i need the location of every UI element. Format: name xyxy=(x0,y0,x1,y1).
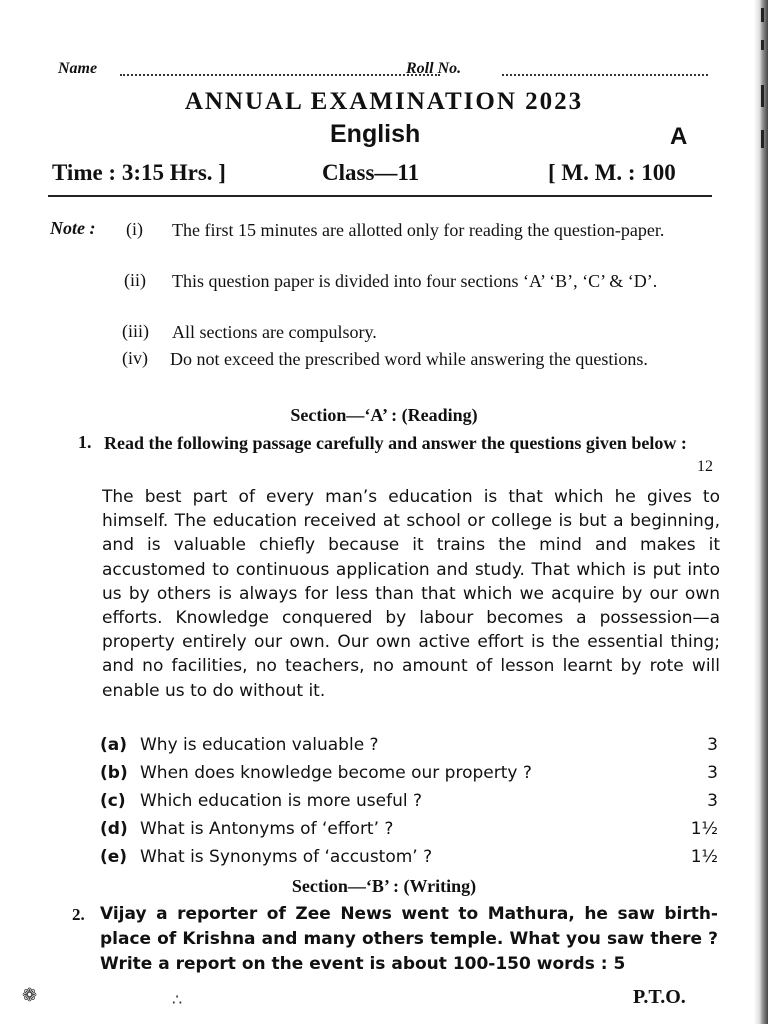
sub-question-text: What is Antonyms of ‘effort’ ? xyxy=(140,819,394,839)
question-number: 2. xyxy=(72,905,85,924)
roll-no-label: Roll No. xyxy=(406,60,462,77)
sub-question-marks: 3 xyxy=(707,791,718,811)
note-item-text: All sections are compulsory. xyxy=(172,322,377,342)
sub-question-marks: 3 xyxy=(707,735,718,755)
scan-mark: ❁ xyxy=(22,985,38,1005)
name-field[interactable] xyxy=(120,66,440,76)
sub-question-label: (b) xyxy=(100,763,128,783)
note-item-text: Do not exceed the prescribed word while answering the questions. xyxy=(170,349,648,369)
note-item-number: (iv) xyxy=(122,348,148,368)
name-label: Name xyxy=(58,60,98,77)
scan-mark: ∴ xyxy=(172,992,183,1009)
reading-passage: The best part of every man’s education is that which he gives to himself. The education received at school or college is but a beginning, and is valuable chiefly because it trains the mind and makes it accustomed to continuous application and study. That which is put into us by others is always for less than that which we acquire by our own efforts. Knowledge conquered by labour becomes a possession—a property entirely our own. Our own active effort is the essential thing; and no facilities, no teachers, no amount of lesson learnt by rote will enable us to do without it. xyxy=(102,487,720,701)
question-2-text: Vijay a reporter of Zee News went to Mathura, he saw birth-place of Krishna and many others temple. What you saw there ? Write a report on the event is about 100-150 words : 5 xyxy=(100,904,718,974)
pto-footer: P.T.O. xyxy=(633,986,686,1008)
sub-question-label: (a) xyxy=(100,735,128,755)
sub-question-text: What is Synonyms of ‘accustom’ ? xyxy=(140,847,433,867)
sub-question-label: (d) xyxy=(100,819,128,839)
sub-question-marks: 1½ xyxy=(690,847,718,867)
time-info: Time : 3:15 Hrs. ] xyxy=(52,160,226,185)
sub-question-marks: 1½ xyxy=(690,819,718,839)
roll-no-field[interactable] xyxy=(502,66,708,76)
sub-question-label: (e) xyxy=(100,847,128,867)
section-a-heading: Section—‘A’ : (Reading) xyxy=(290,405,478,425)
note-item-number: (i) xyxy=(126,219,143,239)
note-item-number: (iii) xyxy=(122,321,149,341)
note-item-text: This question paper is divided into four sections ‘A’ ‘B’, ‘C’ & ‘D’. xyxy=(172,271,658,291)
sub-question-label: (c) xyxy=(100,791,126,811)
edge-mark xyxy=(761,8,764,22)
sub-question-marks: 3 xyxy=(707,763,718,783)
paper-set: A xyxy=(670,123,688,150)
subject-title: English xyxy=(330,120,421,148)
sub-question-text: When does knowledge become our property ? xyxy=(140,763,532,783)
sub-question-text: Which education is more useful ? xyxy=(140,791,423,811)
question-number: 1. xyxy=(78,432,92,452)
note-label: Note : xyxy=(50,218,96,238)
class-info: Class—11 xyxy=(322,160,420,185)
question-1-instruction: Read the following passage carefully and answer the questions given below : xyxy=(104,433,687,453)
sub-question-text: Why is education valuable ? xyxy=(140,735,379,755)
edge-mark xyxy=(761,130,764,148)
note-item-number: (ii) xyxy=(124,270,146,290)
question-1-marks: 12 xyxy=(697,458,713,475)
exam-title: ANNUAL EXAMINATION 2023 xyxy=(184,88,584,115)
edge-mark xyxy=(761,40,764,50)
header-divider xyxy=(48,195,712,197)
note-item-text: The first 15 minutes are allotted only for reading the question-paper. xyxy=(172,220,665,240)
max-marks-info: [ M. M. : 100 xyxy=(548,160,676,185)
section-b-heading: Section—‘B’ : (Writing) xyxy=(291,876,477,896)
scanned-page-edge xyxy=(754,0,768,1024)
